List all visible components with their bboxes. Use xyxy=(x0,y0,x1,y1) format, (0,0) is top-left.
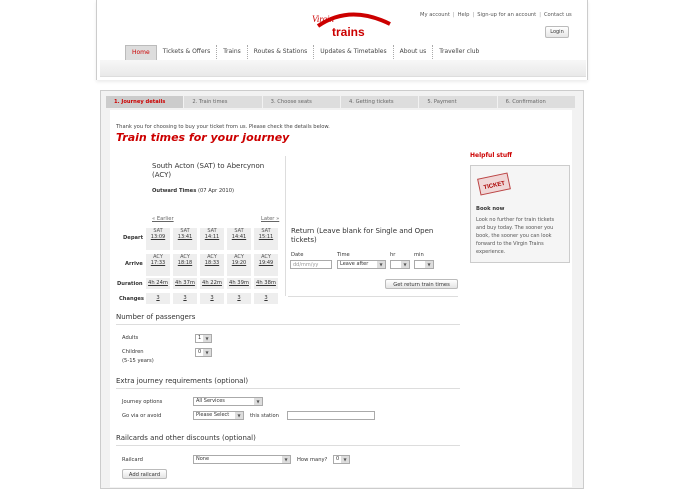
section-divider xyxy=(116,324,460,325)
helpful-text: Look no further for train tickets and buy today. The sooner you book, the sooner you can look forward to the Virgin Trains experience. xyxy=(476,217,555,255)
help-link[interactable]: Help xyxy=(457,12,470,18)
children-select[interactable] xyxy=(195,348,212,357)
outward-times xyxy=(152,188,234,194)
depart-label: Depart xyxy=(123,235,144,241)
page-title: Train times for your journey xyxy=(116,131,290,144)
depart-time[interactable]: 13:09 xyxy=(150,234,166,240)
signup-link[interactable]: Sign-up for an account xyxy=(477,12,537,18)
train-5-depart[interactable] xyxy=(254,228,278,250)
train-2-arrive[interactable] xyxy=(173,254,197,276)
train-2-depart[interactable] xyxy=(173,228,197,250)
depart-time[interactable]: 14:41 xyxy=(231,234,247,240)
railcard-label: Railcard xyxy=(122,457,143,463)
nav-about-us[interactable]: About us xyxy=(394,45,434,59)
arrive-time[interactable]: 19:20 xyxy=(231,260,247,266)
get-return-times-button[interactable]: Get return train times xyxy=(385,279,458,289)
step-choose-seats: 3. Choose seats xyxy=(263,96,340,108)
helpful-heading: Helpful stuff xyxy=(470,152,513,159)
book-now-link[interactable]: Book now xyxy=(476,206,505,212)
journey-options-value: All Services xyxy=(196,398,225,404)
train-3-duration[interactable]: 4h 22m xyxy=(200,278,224,289)
svg-text:trains: trains xyxy=(332,25,365,39)
depart-time[interactable]: 15:11 xyxy=(258,234,274,240)
time-select[interactable] xyxy=(337,260,386,269)
nav-routes-stations[interactable]: Routes & Stations xyxy=(248,45,315,59)
outward-date: (07 Apr 2010) xyxy=(197,188,235,194)
depart-time[interactable]: 13:41 xyxy=(177,234,193,240)
children-label: Children xyxy=(122,349,144,355)
column-divider xyxy=(285,156,286,296)
changes-label: Changes xyxy=(119,296,145,302)
train-5-duration[interactable]: 4h 38m xyxy=(254,278,278,289)
section-divider xyxy=(116,445,460,446)
passengers-heading: Number of passengers xyxy=(116,313,196,321)
login-button[interactable]: Login xyxy=(545,26,569,38)
progress-steps xyxy=(106,96,576,108)
add-railcard-button[interactable]: Add railcard xyxy=(122,469,167,479)
time-select-value: Leave after xyxy=(340,261,369,267)
train-5-changes[interactable]: 3 xyxy=(254,293,278,304)
minute-select[interactable] xyxy=(414,260,434,269)
railcards-heading: Railcards and other discounts (optional) xyxy=(116,434,256,442)
arrive-time[interactable]: 18:33 xyxy=(204,260,220,266)
train-1-depart[interactable] xyxy=(146,228,170,250)
train-1-arrive[interactable] xyxy=(146,254,170,276)
my-account-link[interactable]: My account xyxy=(420,12,450,18)
train-4-changes[interactable]: 3 xyxy=(227,293,251,304)
train-2-duration[interactable]: 4h 37m xyxy=(173,278,197,289)
chevron-down-icon: ▼ xyxy=(203,349,211,356)
depart-station: SAT xyxy=(180,228,190,234)
via-station-input[interactable] xyxy=(287,411,375,420)
arrive-time[interactable]: 18:18 xyxy=(177,260,193,266)
step-train-times: 2. Train times xyxy=(184,96,261,108)
ticket-icon[interactable] xyxy=(476,172,512,196)
adults-value: 1 xyxy=(198,335,202,341)
nav-trains[interactable]: Trains xyxy=(217,45,248,59)
how-many-label: How many? xyxy=(297,457,328,463)
via-label: Go via or avoid xyxy=(122,413,162,419)
depart-station: SAT xyxy=(261,228,271,234)
arrive-station: ACY xyxy=(180,254,190,260)
chevron-down-icon: ▼ xyxy=(254,398,262,405)
nav-home[interactable]: Home xyxy=(125,45,157,60)
contact-link[interactable]: Contact us xyxy=(543,12,572,18)
section-divider xyxy=(116,388,460,389)
train-3-arrive[interactable] xyxy=(200,254,224,276)
arrive-label: Arrive xyxy=(125,261,143,267)
via-value: Please Select xyxy=(196,412,230,418)
earlier-link[interactable]: « Earlier xyxy=(152,216,174,222)
train-4-depart[interactable] xyxy=(227,228,251,250)
step-getting-tickets: 4. Getting tickets xyxy=(341,96,418,108)
nav-tickets-offers[interactable]: Tickets & Offers xyxy=(157,45,218,59)
train-5-arrive[interactable] xyxy=(254,254,278,276)
return-heading: Return (Leave blank for Single and Open tickets) xyxy=(291,227,434,244)
train-3-depart[interactable] xyxy=(200,228,224,250)
chevron-down-icon: ▼ xyxy=(425,261,433,268)
arrive-station: ACY xyxy=(207,254,217,260)
train-1-changes[interactable]: 3 xyxy=(146,293,170,304)
return-divider xyxy=(288,296,458,297)
railcard-value: None xyxy=(196,456,210,462)
arrive-station: ACY xyxy=(261,254,271,260)
journey-options-label: Journey options xyxy=(122,399,163,405)
how-many-value: 0 xyxy=(336,456,340,462)
how-many-select[interactable] xyxy=(333,455,350,464)
railcard-select[interactable] xyxy=(193,455,291,464)
depart-station: SAT xyxy=(207,228,217,234)
adults-label: Adults xyxy=(122,335,139,341)
svg-text:Virgin: Virgin xyxy=(312,14,334,24)
ticket-word: TICKET xyxy=(483,180,506,192)
intro-text: Thank you for choosing to buy your ticket from us. Please check the details below. xyxy=(116,124,330,130)
outward-label: Outward Times xyxy=(152,188,197,194)
chevron-down-icon: ▼ xyxy=(282,456,290,463)
chevron-down-icon: ▼ xyxy=(235,412,243,419)
train-2-changes[interactable]: 3 xyxy=(173,293,197,304)
chevron-down-icon: ▼ xyxy=(377,261,385,268)
main-nav xyxy=(125,45,485,59)
chevron-down-icon: ▼ xyxy=(401,261,409,268)
depart-station: SAT xyxy=(234,228,244,234)
nav-traveller-club[interactable]: Traveller club xyxy=(439,48,480,55)
nav-bar-background xyxy=(100,60,586,77)
arrive-station: ACY xyxy=(153,254,163,260)
extra-heading: Extra journey requirements (optional) xyxy=(116,377,249,385)
virgin-trains-logo[interactable] xyxy=(310,10,395,40)
top-links: My account | Help | Sign-up for an account | Contact us xyxy=(420,12,572,18)
depart-time[interactable]: 14:11 xyxy=(204,234,220,240)
adults-select[interactable] xyxy=(195,334,212,343)
hr-label: hr xyxy=(390,252,396,258)
train-3-changes[interactable]: 3 xyxy=(200,293,224,304)
train-4-arrive[interactable] xyxy=(227,254,251,276)
step-payment: 5. Payment xyxy=(419,96,496,108)
nav-updates-timetables[interactable]: Updates & Timetables xyxy=(314,45,393,59)
later-link[interactable]: Later » xyxy=(261,216,280,222)
arrive-time[interactable]: 17:33 xyxy=(150,260,166,266)
chevron-down-icon: ▼ xyxy=(341,456,349,463)
arrive-station: ACY xyxy=(234,254,244,260)
journey-route: South Acton (SAT) to Abercynon (ACY) xyxy=(152,162,265,179)
hour-select[interactable] xyxy=(390,260,410,269)
children-age-label: (5-15 years) xyxy=(122,358,154,364)
children-value: 0 xyxy=(198,349,202,355)
chevron-down-icon: ▼ xyxy=(203,335,211,342)
time-label: Time xyxy=(337,252,350,258)
train-1-duration[interactable]: 4h 24m xyxy=(146,278,170,289)
arrive-time[interactable]: 19:49 xyxy=(258,260,274,266)
station-label: this station xyxy=(250,413,279,419)
journey-options-select[interactable] xyxy=(193,397,263,406)
min-label: min xyxy=(414,252,424,258)
via-select[interactable] xyxy=(193,411,244,420)
train-4-duration[interactable]: 4h 39m xyxy=(227,278,251,289)
date-label: Date xyxy=(291,252,304,258)
step-journey-details: 1. Journey details xyxy=(106,96,183,108)
return-date-input[interactable]: dd/mm/yy xyxy=(290,260,332,269)
depart-station: SAT xyxy=(153,228,163,234)
step-confirmation: 6. Confirmation xyxy=(498,96,575,108)
duration-label: Duration xyxy=(117,281,143,287)
